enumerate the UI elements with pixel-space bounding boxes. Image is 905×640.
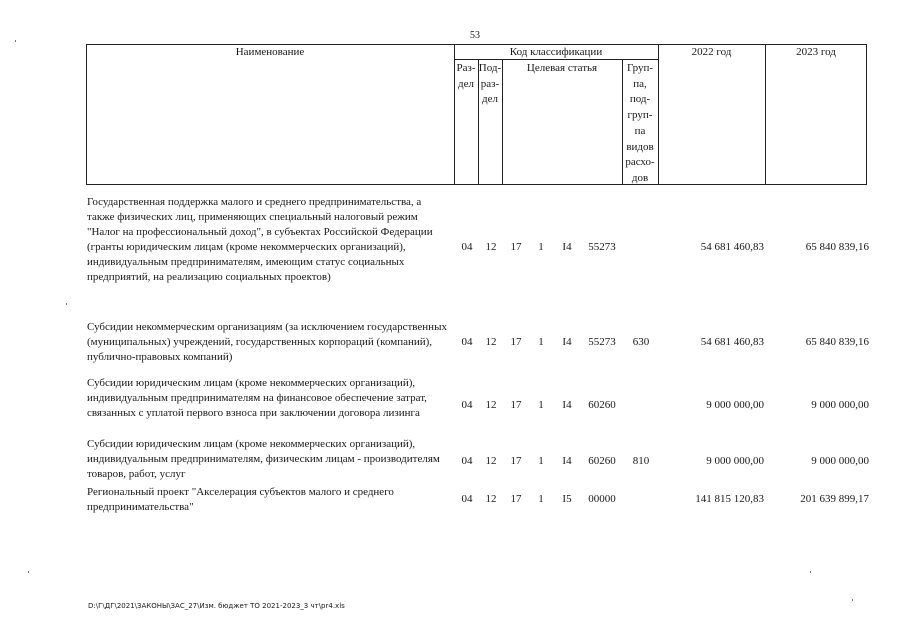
cell-target-3: I5 (562, 493, 572, 505)
cell-target-4: 60260 (588, 455, 616, 467)
header-group-line: под- (629, 93, 651, 106)
cell-value-2022: 54 681 460,83 (700, 241, 764, 253)
cell-target-2: 1 (538, 455, 544, 467)
header-code: Код классификации (509, 46, 603, 58)
scan-speck (66, 303, 67, 305)
cell-target-2: 1 (538, 336, 544, 348)
scan-speck (810, 571, 811, 573)
cell-value-2022: 54 681 460,83 (700, 336, 764, 348)
header-subsection-line: раз- (480, 77, 500, 90)
header-group-line: па (634, 124, 646, 137)
cell-subsection: 12 (485, 399, 497, 411)
cell-target-1: 17 (510, 336, 522, 348)
cell-target-4: 55273 (588, 336, 616, 348)
header-group-line: расхо- (625, 156, 655, 169)
header-subsection (478, 61, 502, 108)
header-year-2022: 2022 год (691, 46, 732, 58)
cell-section: 04 (461, 241, 473, 253)
header-group (622, 61, 658, 187)
table-row-name: Региональный проект "Акселерация субъектов малого и среднего предпринимательства" (87, 486, 394, 513)
cell-value-2023: 9 000 000,00 (811, 455, 869, 467)
header-group-line: Груп- (626, 62, 654, 74)
header-divider (502, 59, 503, 185)
header-subsection-line: дел (482, 93, 498, 106)
cell-target-1: 17 (510, 399, 522, 411)
cell-target-1: 17 (510, 241, 522, 253)
header-group-line: па, (633, 77, 647, 90)
cell-value-2022: 141 815 120,83 (695, 493, 764, 505)
cell-target-4: 00000 (588, 493, 616, 505)
cell-value-2022: 9 000 000,00 (706, 455, 764, 467)
cell-section: 04 (461, 399, 473, 411)
header-name: Наименование (235, 46, 305, 58)
header-subsection-line: Под- (478, 62, 502, 74)
file-path-footer: D:\Г\ДГ\2021\ЗАКОНЫ\ЗАС_27\Изм. бюджет ТО 2021-2023_3 чт\pr4.xls (88, 602, 345, 610)
table-row-name: Субсидии юридическим лицам (кроме некоммерческих организаций), индивидуальным предпринимателям на финансовое обеспечение затрат, связанных с уплатой первого взноса при заключении договора лизинга (87, 377, 427, 419)
cell-value-2023: 65 840 839,16 (805, 241, 869, 253)
cell-target-2: 1 (538, 493, 544, 505)
cell-value-2023: 65 840 839,16 (805, 336, 869, 348)
table-row-name: Субсидии юридическим лицам (кроме некоммерческих организаций), индивидуальным предпринимателям, физическим лицам - производителям товаров, работ, услуг (87, 438, 440, 480)
cell-target-3: I4 (562, 336, 572, 348)
cell-target-3: I4 (562, 399, 572, 411)
page-number: 53 (470, 30, 480, 41)
header-group-line: дов (631, 171, 649, 184)
header-section (454, 61, 478, 92)
cell-value-2023: 201 639 899,17 (800, 493, 869, 505)
cell-value-2023: 9 000 000,00 (811, 399, 869, 411)
cell-section: 04 (461, 336, 473, 348)
cell-target-3: I4 (562, 241, 572, 253)
cell-section: 04 (461, 455, 473, 467)
cell-target-4: 60260 (588, 399, 616, 411)
cell-subsection: 12 (485, 455, 497, 467)
cell-section: 04 (461, 493, 473, 505)
cell-value-2022: 9 000 000,00 (706, 399, 764, 411)
cell-target-1: 17 (510, 455, 522, 467)
cell-target-3: I4 (562, 455, 572, 467)
scan-speck (852, 599, 853, 601)
cell-subsection: 12 (485, 241, 497, 253)
cell-target-4: 55273 (588, 241, 616, 253)
cell-subsection: 12 (485, 493, 497, 505)
cell-expense-type: 630 (632, 336, 650, 348)
scan-speck (28, 571, 29, 573)
header-year-2023: 2023 год (796, 46, 836, 58)
header-section-line: Раз- (456, 62, 476, 74)
header-section-line: дел (458, 77, 474, 90)
cell-target-2: 1 (538, 399, 544, 411)
table-row-name: Субсидии некоммерческим организациям (за исключением государственных (муниципальных) учреждений, государственных корпораций (компаний), публично-правовых компаний) (87, 321, 447, 363)
scan-speck (15, 40, 16, 42)
cell-target-2: 1 (538, 241, 544, 253)
cell-subsection: 12 (485, 336, 497, 348)
cell-expense-type: 810 (632, 455, 650, 467)
header-divider (765, 44, 766, 185)
header-group-line: видов (626, 140, 654, 153)
header-group-line: груп- (627, 109, 653, 122)
table-row-name: Государственная поддержка малого и среднего предпринимательства, а также физических лиц, применяющих специальный налоговый режим "Налог на профессиональный доход", в субъектах Российской Федерации (гранты юридическим лицам (кроме некоммерческих организаций), индивидуальным предпринимателям, имеющим статус социальных предприятий, на реализацию социальных проектов) (87, 196, 433, 283)
header-divider (658, 44, 659, 185)
cell-target-1: 17 (510, 493, 522, 505)
header-target: Целевая статья (526, 62, 598, 74)
